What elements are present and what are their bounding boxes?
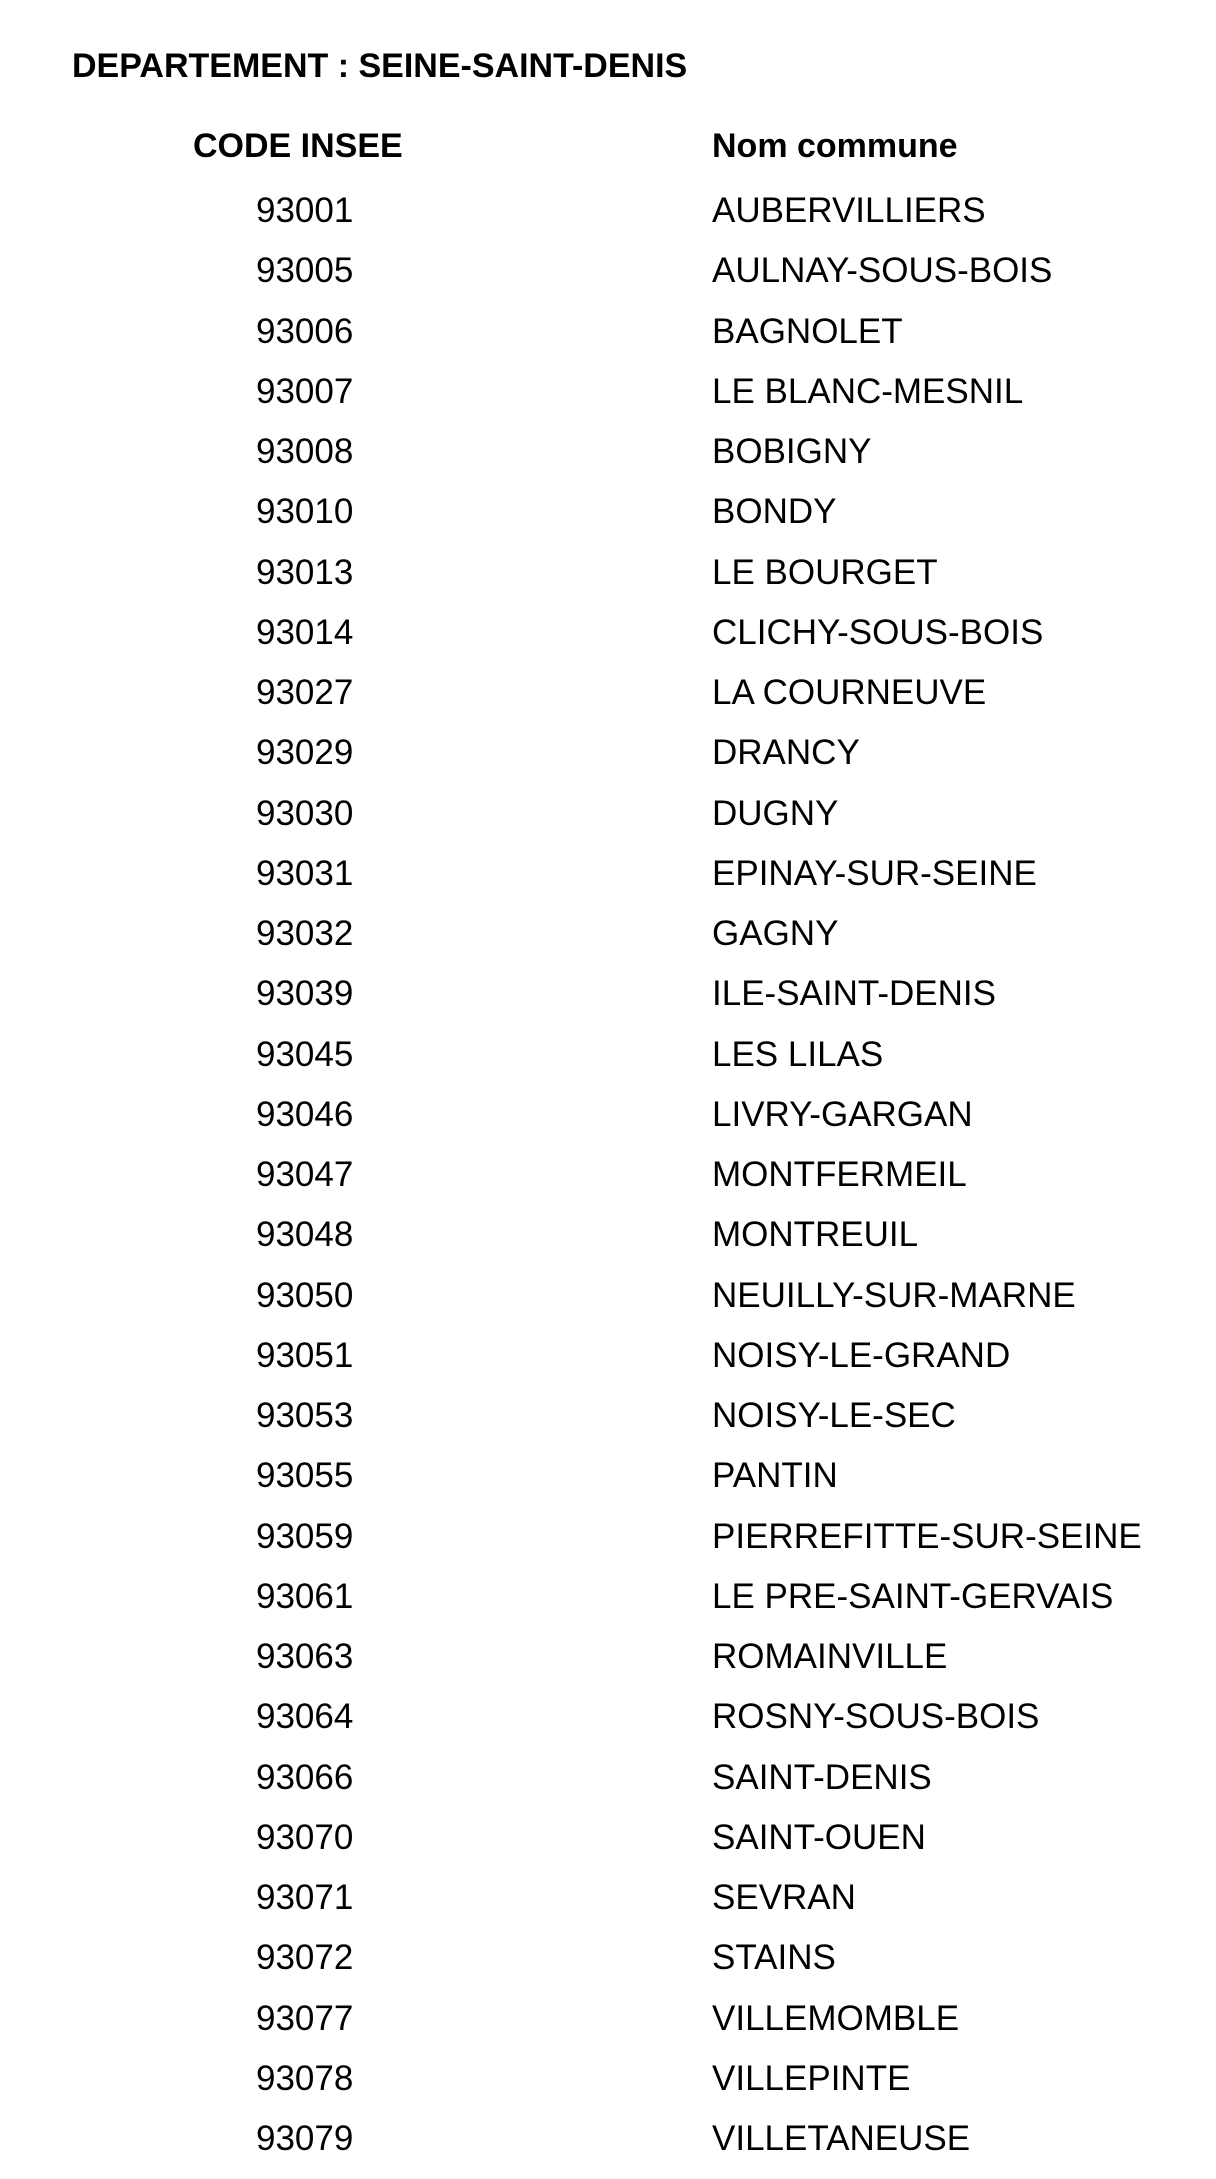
table-row: [0, 613, 1216, 673]
table-row: [0, 673, 1216, 733]
commune-name-cell: LA COURNEUVE: [712, 673, 987, 712]
commune-name-cell: NOISY-LE-GRAND: [712, 1335, 1011, 1375]
code-insee-cell: 93061: [256, 1576, 354, 1616]
commune-name-cell: SAINT-OUEN: [712, 1817, 926, 1857]
table-row: [0, 312, 1216, 372]
table-row: [0, 1336, 1216, 1396]
commune-name-cell: LE BOURGET: [712, 552, 938, 592]
code-insee-cell: 93007: [256, 371, 354, 411]
commune-name-cell: BAGNOLET: [712, 311, 903, 351]
table-row: [0, 854, 1216, 914]
commune-name-cell: ILE-SAINT-DENIS: [712, 974, 996, 1014]
code-insee-cell: 93070: [256, 1817, 354, 1857]
department-title: DEPARTEMENT : SEINE-SAINT-DENIS: [72, 47, 688, 85]
commune-name-cell: PANTIN: [712, 1456, 838, 1496]
code-insee-cell: 93030: [256, 793, 354, 833]
code-insee-cell: 93045: [256, 1034, 354, 1074]
code-insee-cell: 93048: [256, 1215, 354, 1255]
table-row: [0, 372, 1216, 432]
table-row: [0, 251, 1216, 311]
commune-name-cell: EPINAY-SUR-SEINE: [712, 853, 1037, 893]
code-insee-cell: 93071: [256, 1878, 354, 1917]
table-row: [0, 1396, 1216, 1456]
code-insee-cell: 93053: [256, 1396, 354, 1435]
commune-name-cell: AULNAY-SOUS-BOIS: [712, 251, 1053, 291]
code-insee-cell: 93064: [256, 1697, 354, 1737]
commune-name-cell: MONTREUIL: [712, 1215, 919, 1255]
code-insee-cell: 93050: [256, 1275, 354, 1315]
code-insee-cell: 93079: [256, 2119, 354, 2158]
commune-name-cell: DRANCY: [712, 733, 860, 773]
commune-name-cell: BONDY: [712, 492, 837, 532]
code-insee-cell: 93014: [256, 612, 354, 652]
commune-name-cell: LIVRY-GARGAN: [712, 1094, 973, 1134]
code-insee-cell: 93006: [256, 311, 354, 351]
code-insee-cell: 93046: [256, 1094, 354, 1134]
code-insee-cell: 93059: [256, 1516, 354, 1556]
code-insee-cell: 93027: [256, 673, 354, 712]
code-insee-cell: 93001: [256, 191, 354, 230]
code-insee-cell: 93078: [256, 2058, 354, 2098]
table-row: [0, 733, 1216, 793]
table-row: [0, 191, 1216, 251]
code-insee-cell: 93051: [256, 1335, 354, 1375]
code-insee-cell: 93005: [256, 251, 354, 291]
table-row: [0, 1215, 1216, 1275]
code-insee-cell: 93055: [256, 1456, 354, 1496]
table-row: [0, 1637, 1216, 1697]
code-insee-cell: 93077: [256, 1998, 354, 2038]
table-row: [0, 1818, 1216, 1878]
table-row: [0, 1697, 1216, 1757]
commune-name-cell: STAINS: [712, 1938, 836, 1978]
table-row: [0, 2119, 1216, 2179]
table-row: [0, 492, 1216, 552]
code-insee-cell: 93031: [256, 853, 354, 893]
code-insee-cell: 93013: [256, 552, 354, 592]
code-insee-cell: 93066: [256, 1757, 354, 1797]
table-row: [0, 914, 1216, 974]
commune-name-cell: MONTFERMEIL: [712, 1155, 967, 1194]
commune-table-body: [0, 191, 1216, 2179]
code-insee-cell: 93010: [256, 492, 354, 532]
commune-name-cell: AUBERVILLIERS: [712, 191, 986, 230]
table-row: [0, 1155, 1216, 1215]
commune-name-cell: LE PRE-SAINT-GERVAIS: [712, 1576, 1114, 1616]
code-insee-cell: 93063: [256, 1637, 354, 1676]
commune-name-cell: SEVRAN: [712, 1878, 856, 1917]
column-header-nom-commune: Nom commune: [712, 127, 958, 165]
table-row: [0, 1517, 1216, 1577]
table-row: [0, 1878, 1216, 1938]
commune-name-cell: DUGNY: [712, 793, 839, 833]
table-row: [0, 1095, 1216, 1155]
code-insee-cell: 93029: [256, 733, 354, 773]
table-row: [0, 974, 1216, 1034]
commune-name-cell: GAGNY: [712, 914, 839, 953]
commune-name-cell: VILLETANEUSE: [712, 2119, 971, 2158]
commune-name-cell: VILLEMOMBLE: [712, 1998, 960, 2038]
commune-name-cell: VILLEPINTE: [712, 2058, 911, 2098]
commune-name-cell: ROMAINVILLE: [712, 1637, 948, 1676]
table-row: [0, 1276, 1216, 1336]
commune-name-cell: BOBIGNY: [712, 432, 872, 471]
commune-name-cell: CLICHY-SOUS-BOIS: [712, 612, 1044, 652]
code-insee-cell: 93032: [256, 914, 354, 953]
code-insee-cell: 93072: [256, 1938, 354, 1978]
code-insee-cell: 93047: [256, 1155, 354, 1194]
commune-name-cell: NEUILLY-SUR-MARNE: [712, 1275, 1076, 1315]
commune-name-cell: LE BLANC-MESNIL: [712, 371, 1024, 411]
table-row: [0, 1577, 1216, 1637]
code-insee-cell: 93008: [256, 432, 354, 471]
table-row: [0, 432, 1216, 492]
table-row: [0, 1758, 1216, 1818]
commune-name-cell: LES LILAS: [712, 1034, 884, 1074]
commune-name-cell: SAINT-DENIS: [712, 1757, 932, 1797]
column-header-code-insee: CODE INSEE: [193, 127, 403, 165]
table-row: [0, 1035, 1216, 1095]
table-row: [0, 1999, 1216, 2059]
table-row: [0, 1938, 1216, 1998]
commune-name-cell: ROSNY-SOUS-BOIS: [712, 1697, 1040, 1737]
commune-name-cell: NOISY-LE-SEC: [712, 1396, 956, 1435]
table-row: [0, 2059, 1216, 2119]
table-row: [0, 794, 1216, 854]
commune-name-cell: PIERREFITTE-SUR-SEINE: [712, 1516, 1142, 1556]
code-insee-cell: 93039: [256, 974, 354, 1014]
table-row: [0, 1456, 1216, 1516]
table-row: [0, 553, 1216, 613]
